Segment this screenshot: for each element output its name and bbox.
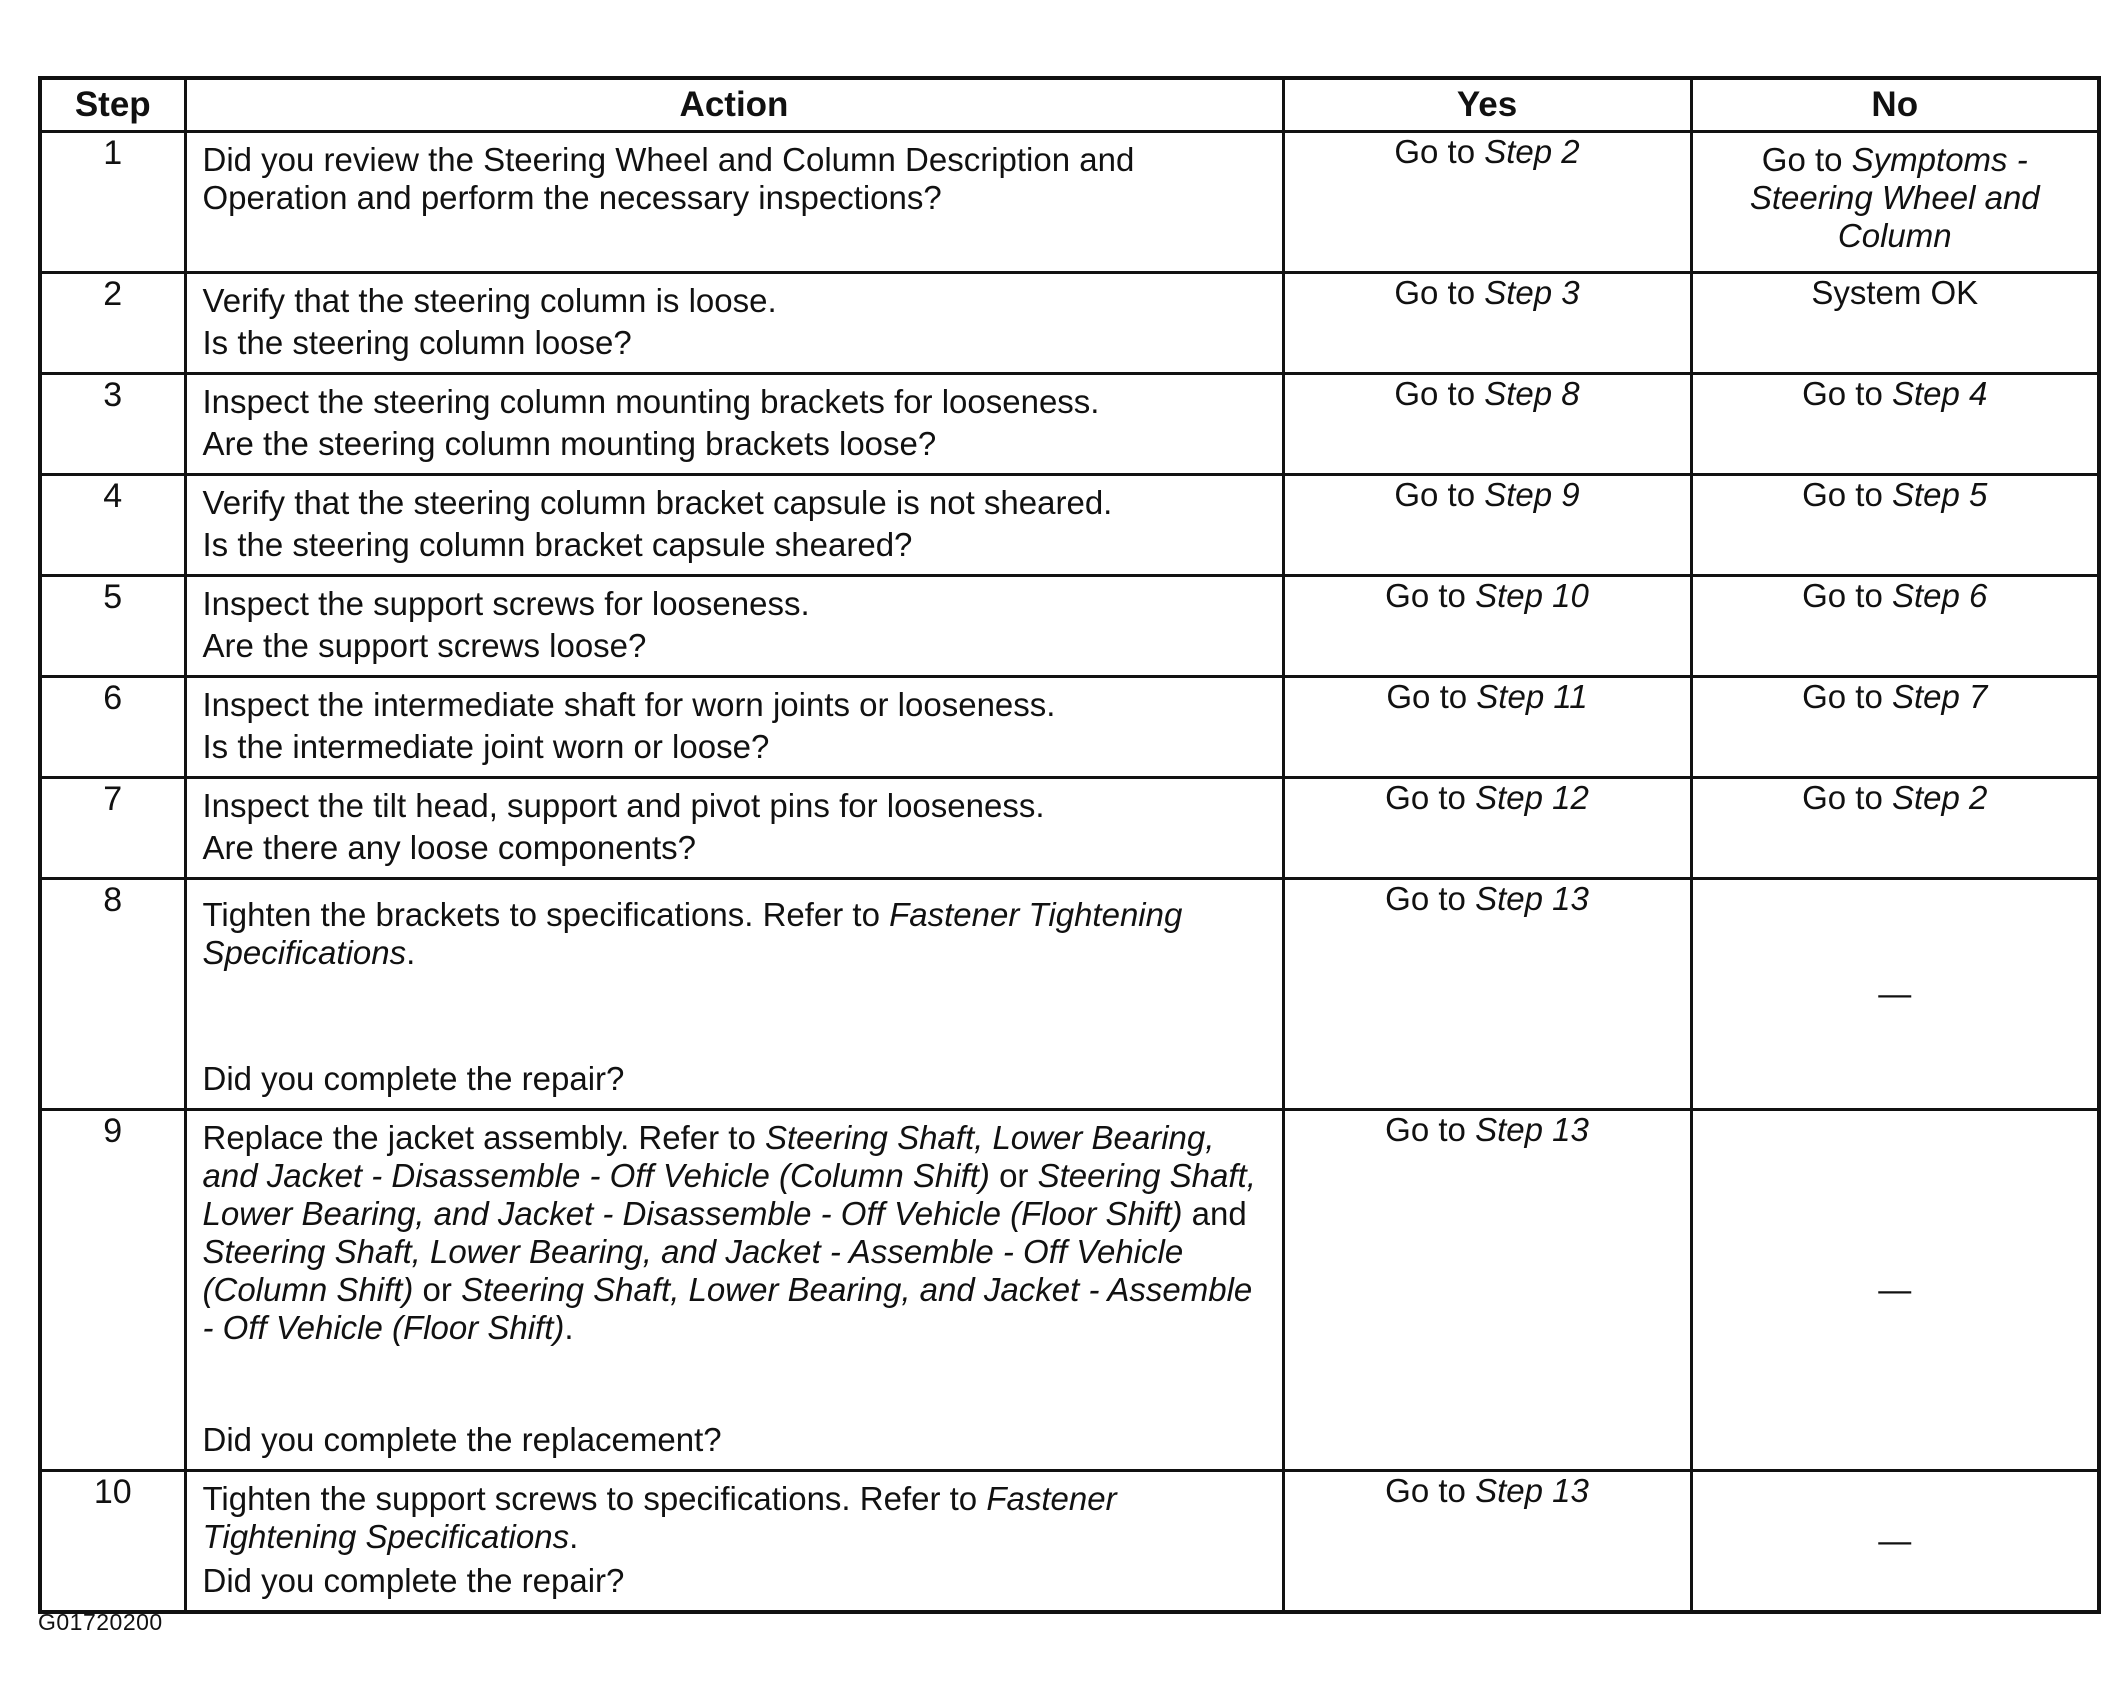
yes-step-link[interactable]: Step 13 xyxy=(1475,1472,1589,1509)
action-text: Verify that the steering column bracket capsule is not sheared. xyxy=(202,484,1113,521)
action-question: Is the steering column loose? xyxy=(202,324,632,361)
action-text: Inspect the steering column mounting brackets for looseness. xyxy=(202,383,1100,420)
table-row xyxy=(40,273,2099,374)
action-cell xyxy=(185,1471,1283,1613)
yes-prefix: Go to xyxy=(1386,678,1477,715)
header-action: Action xyxy=(185,78,1283,132)
table-row xyxy=(40,879,2099,1110)
yes-step-link[interactable]: Step 8 xyxy=(1484,375,1580,412)
action-text: Did you review the Steering Wheel and Column Description and Operation and perform the necessary inspections? xyxy=(202,141,1135,216)
table-row xyxy=(40,374,2099,475)
step-number: 10 xyxy=(40,1471,185,1613)
fastener-spec-link[interactable]: Fastener Tightening Specifications xyxy=(202,896,1183,971)
fastener-spec-link[interactable]: Fastener Tightening Specifications xyxy=(202,1480,1117,1555)
action-question: Is the intermediate joint worn or loose? xyxy=(202,728,770,765)
action-text: Inspect the intermediate shaft for worn joints or looseness. xyxy=(202,686,1056,723)
action-text-prefix: Replace the jacket assembly. Refer to xyxy=(202,1119,765,1156)
yes-prefix: Go to xyxy=(1385,577,1476,614)
yes-cell xyxy=(1283,879,1691,1110)
action-cell xyxy=(185,677,1283,778)
action-text-suffix: . xyxy=(564,1309,574,1346)
no-symptoms-link[interactable]: Symptoms - Steering Wheel and Column xyxy=(1749,141,2040,254)
action-connector: or xyxy=(413,1271,462,1308)
yes-cell xyxy=(1283,677,1691,778)
yes-cell xyxy=(1283,273,1691,374)
action-text-suffix: . xyxy=(569,1518,579,1555)
action-question: Are there any loose components? xyxy=(202,829,696,866)
yes-step-link[interactable]: Step 12 xyxy=(1475,779,1589,816)
action-question: Did you complete the repair? xyxy=(202,1562,625,1599)
yes-step-link[interactable]: Step 9 xyxy=(1484,476,1580,513)
action-text xyxy=(203,1119,1272,1347)
yes-prefix: Go to xyxy=(1394,476,1485,513)
no-prefix: Go to xyxy=(1802,476,1892,513)
action-question: Is the steering column bracket capsule sheared? xyxy=(202,526,913,563)
no-step-link[interactable]: Step 2 xyxy=(1891,779,1988,816)
procedure-link[interactable]: Steering Shaft, Lower Bearing, and Jacket - Disassemble - Off Vehicle (Column Shift) xyxy=(202,1119,1215,1194)
action-text: Inspect the tilt head, support and pivot pins for looseness. xyxy=(202,787,1045,824)
yes-cell xyxy=(1283,132,1691,273)
action-connector: and xyxy=(1182,1195,1247,1232)
step-number: 9 xyxy=(40,1110,185,1471)
no-cell xyxy=(1691,132,2099,273)
no-cell: — xyxy=(1691,1110,2099,1471)
action-cell xyxy=(185,576,1283,677)
yes-prefix: Go to xyxy=(1385,1111,1476,1148)
no-cell xyxy=(1691,475,2099,576)
action-cell xyxy=(185,1110,1283,1471)
action-text xyxy=(203,1480,1272,1556)
procedure-link[interactable]: Steering Shaft, Lower Bearing, and Jacket - Assemble - Off Vehicle (Column Shift) xyxy=(202,1233,1184,1308)
yes-cell xyxy=(1283,1471,1691,1613)
no-cell xyxy=(1691,677,2099,778)
action-cell xyxy=(185,778,1283,879)
action-text: Verify that the steering column is loose. xyxy=(202,282,777,319)
action-text xyxy=(203,896,1272,972)
table-row xyxy=(40,475,2099,576)
action-question: Are the support screws loose? xyxy=(202,627,647,664)
no-cell: System OK xyxy=(1691,273,2099,374)
table-row xyxy=(40,1471,2099,1613)
header-no: No xyxy=(1691,78,2099,132)
step-number: 8 xyxy=(40,879,185,1110)
yes-prefix: Go to xyxy=(1385,779,1476,816)
no-cell xyxy=(1691,778,2099,879)
yes-step-link[interactable]: Step 2 xyxy=(1484,133,1580,170)
no-cell: — xyxy=(1691,879,2099,1110)
step-number: 7 xyxy=(40,778,185,879)
action-text-prefix: Tighten the support screws to specifications. Refer to xyxy=(202,1480,987,1517)
no-cell xyxy=(1691,374,2099,475)
yes-cell xyxy=(1283,778,1691,879)
header-step: Step xyxy=(40,78,185,132)
yes-cell xyxy=(1283,1110,1691,1471)
action-question: Did you complete the replacement? xyxy=(202,1421,722,1458)
yes-cell xyxy=(1283,374,1691,475)
no-cell: — xyxy=(1691,1471,2099,1613)
no-prefix: Go to xyxy=(1802,375,1892,412)
no-step-link[interactable]: Step 6 xyxy=(1891,577,1988,614)
yes-step-link[interactable]: Step 11 xyxy=(1476,678,1588,715)
yes-step-link[interactable]: Step 13 xyxy=(1475,880,1589,917)
no-step-link[interactable]: Step 4 xyxy=(1891,375,1988,412)
yes-cell xyxy=(1283,475,1691,576)
no-prefix: Go to xyxy=(1761,141,1852,178)
action-text: Inspect the support screws for looseness. xyxy=(202,585,810,622)
step-number: 2 xyxy=(40,273,185,374)
action-text-prefix: Tighten the brackets to specifications. Refer to xyxy=(202,896,890,933)
yes-prefix: Go to xyxy=(1394,375,1485,412)
action-text-suffix: . xyxy=(406,934,416,971)
step-number: 5 xyxy=(40,576,185,677)
action-connector: or xyxy=(989,1157,1038,1194)
yes-cell xyxy=(1283,576,1691,677)
yes-step-link[interactable]: Step 3 xyxy=(1484,274,1580,311)
step-number: 3 xyxy=(40,374,185,475)
header-yes: Yes xyxy=(1283,78,1691,132)
yes-prefix: Go to xyxy=(1394,274,1485,311)
diagnostic-table xyxy=(38,76,2101,1614)
action-cell xyxy=(185,132,1283,273)
no-step-link[interactable]: Step 7 xyxy=(1891,678,1988,715)
table-row xyxy=(40,778,2099,879)
action-question: Are the steering column mounting brackets loose? xyxy=(202,425,937,462)
step-number: 1 xyxy=(40,132,185,273)
figure-id: G01720200 xyxy=(38,1609,163,1635)
action-cell xyxy=(185,475,1283,576)
no-prefix: Go to xyxy=(1802,779,1892,816)
action-cell xyxy=(185,374,1283,475)
table-row xyxy=(40,576,2099,677)
step-number: 4 xyxy=(40,475,185,576)
procedure-link[interactable]: Steering Shaft, Lower Bearing, and Jacket - Disassemble - Off Vehicle (Floor Shift) xyxy=(202,1157,1256,1232)
action-question: Did you complete the repair? xyxy=(202,1060,625,1097)
table-row xyxy=(40,677,2099,778)
header-row xyxy=(40,78,2099,132)
action-cell xyxy=(185,879,1283,1110)
table-row xyxy=(40,132,2099,273)
yes-prefix: Go to xyxy=(1385,880,1476,917)
action-cell xyxy=(185,273,1283,374)
procedure-link[interactable]: Steering Shaft, Lower Bearing, and Jacket - Assemble - Off Vehicle (Floor Shift) xyxy=(202,1271,1253,1346)
yes-step-link[interactable]: Step 13 xyxy=(1475,1111,1589,1148)
yes-step-link[interactable]: Step 10 xyxy=(1475,577,1589,614)
no-prefix: Go to xyxy=(1802,678,1892,715)
no-prefix: Go to xyxy=(1802,577,1892,614)
yes-prefix: Go to xyxy=(1394,133,1485,170)
no-cell xyxy=(1691,576,2099,677)
yes-prefix: Go to xyxy=(1385,1472,1476,1509)
step-number: 6 xyxy=(40,677,185,778)
no-step-link[interactable]: Step 5 xyxy=(1891,476,1988,513)
table-row xyxy=(40,1110,2099,1471)
